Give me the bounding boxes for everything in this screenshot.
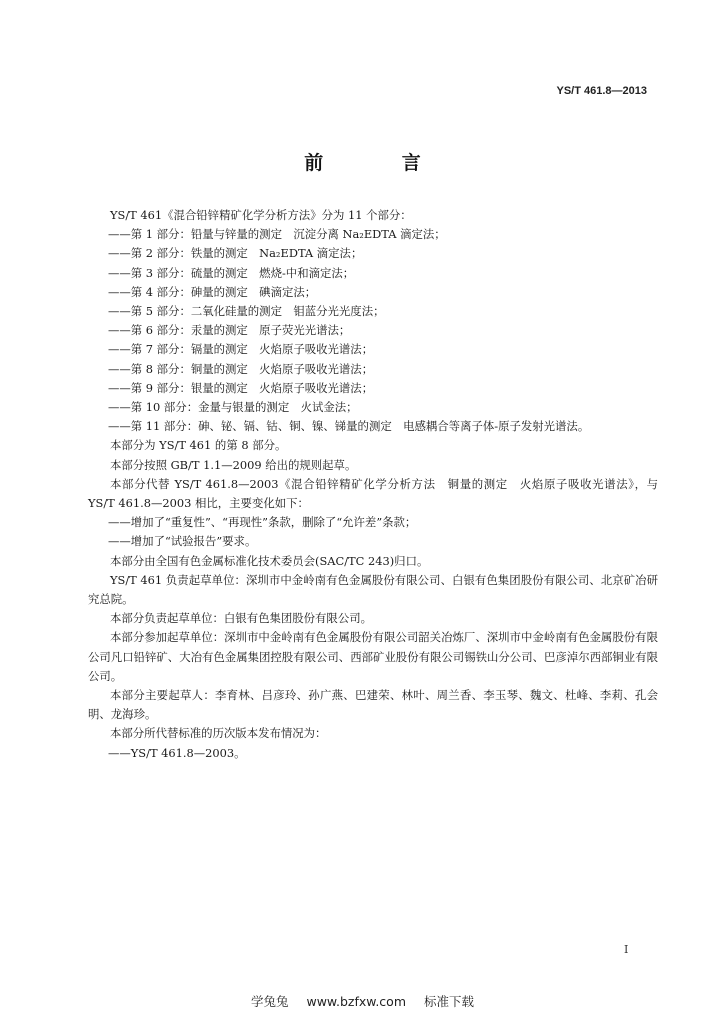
parts-list <box>88 225 658 436</box>
history-item: ——YS/T 461.8—2003。 <box>108 745 246 760</box>
part-item: ——第 3 部分：硫量的测定 燃烧-中和滴定法； <box>108 265 355 280</box>
paragraph-responsible-unit: 本部分负责起草单位：白银有色集团股份有限公司。 <box>110 611 372 626</box>
part-item: ——第 6 部分：汞量的测定 原子荧光光谱法； <box>108 323 351 338</box>
footer-slogan: 标准下载 <box>424 994 475 1009</box>
part-item: ——第 4 部分：砷量的测定 碘滴定法； <box>108 284 317 299</box>
page-number: I <box>624 943 629 956</box>
paragraph-part-number: 本部分为 YS/T 461 的第 8 部分。 <box>110 438 287 453</box>
footer-url[interactable]: www.bzfxw.com <box>306 994 407 1009</box>
footer-watermark <box>0 992 725 1010</box>
paragraph-drafting-units: YS/T 461 负责起草单位：深圳市中金岭南有色金属股份有限公司、白银有色集团股份有限公司、北京矿冶研究总院。 <box>88 572 658 607</box>
part-item: ——第 2 部分：铁量的测定 Na₂EDTA 滴定法； <box>108 246 363 261</box>
part-item: ——第 7 部分：镉量的测定 火焰原子吸收光谱法； <box>108 342 374 357</box>
paragraph-participating-units: 本部分参加起草单位：深圳市中金岭南有色金属股份有限公司韶关冶炼厂、深圳市中金岭南有色金属股份有限公司凡口铅锌矿、大冶有色金属集团控股有限公司、西部矿业股份有限公司锡铁山分公司、巴彦淖尔西部铜业有限公司。 <box>88 630 658 683</box>
paragraph-drafting-rules: 本部分按照 GB/T 1.1—2009 给出的规则起草。 <box>110 457 357 472</box>
footer-site-name: 学兔兔 <box>250 994 289 1009</box>
standard-code: YS/T 461.8—2013 <box>556 85 647 97</box>
part-item: ——第 11 部分：砷、铋、镉、钴、铜、镍、锑量的测定 电感耦合等离子体-原子发射光谱法。 <box>108 419 590 434</box>
part-item: ——第 9 部分：银量的测定 火焰原子吸收光谱法； <box>108 380 374 395</box>
part-item: ——第 1 部分：铅量与锌量的测定 沉淀分离 Na₂EDTA 滴定法； <box>108 227 446 242</box>
part-item: ——第 10 部分：金量与银量的测定 火试金法； <box>108 400 358 415</box>
change-item: ——增加了“重复性”、“再现性”条款，删除了“允许差”条款； <box>108 515 417 530</box>
document-body <box>88 206 658 763</box>
change-item: ——增加了“试验报告”要求。 <box>108 534 257 549</box>
intro-line: YS/T 461《混合铅锌精矿化学分析方法》分为 11 个部分： <box>110 208 412 222</box>
page-title: 前 言 <box>304 152 457 174</box>
paragraph-drafters: 本部分主要起草人：李育林、吕彦玲、孙广燕、巴建荣、林叶、周兰香、李玉琴、魏文、杜峰、李莉、孔会明、龙海珍。 <box>88 688 658 722</box>
paragraph-proposer: 本部分由全国有色金属标准化技术委员会(SAC/TC 243)归口。 <box>110 553 429 568</box>
paragraph-replaces: 本部分代替 YS/T 461.8—2003《混合铅锌精矿化学分析方法 铜量的测定 火焰原子吸收光谱法》，与 YS/T 461.8—2003 相比，主要变化如下： <box>88 476 658 511</box>
part-item: ——第 5 部分：二氧化硅量的测定 钼蓝分光光度法； <box>108 304 385 319</box>
part-item: ——第 8 部分：铜量的测定 火焰原子吸收光谱法； <box>108 361 374 376</box>
paragraph-history: 本部分所代替标准的历次版本发布情况为： <box>110 726 327 741</box>
